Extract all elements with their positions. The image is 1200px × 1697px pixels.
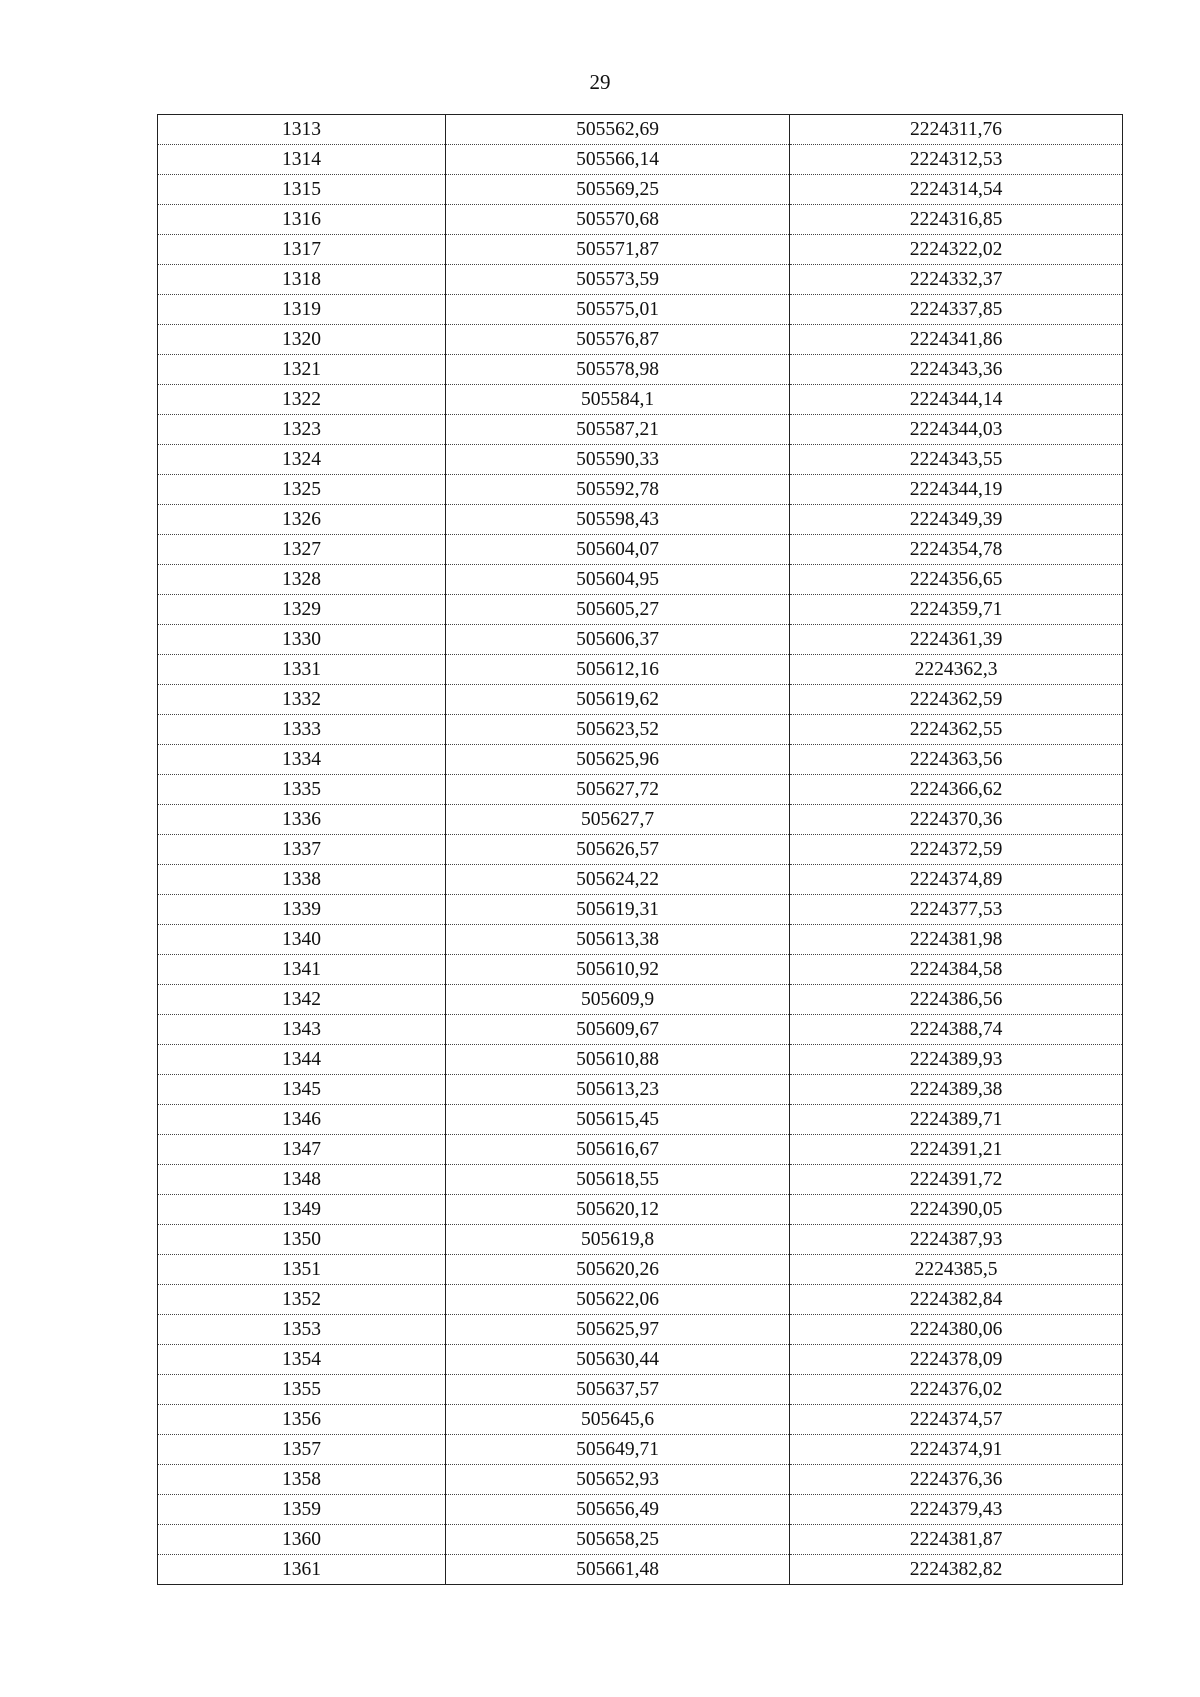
y-coordinate-cell: 2224337,85 bbox=[790, 295, 1123, 325]
x-coordinate-cell: 505619,31 bbox=[446, 895, 790, 925]
y-coordinate-cell: 2224314,54 bbox=[790, 175, 1123, 205]
table-row bbox=[158, 1465, 1123, 1495]
y-coordinate-cell: 2224332,37 bbox=[790, 265, 1123, 295]
table-row bbox=[158, 385, 1123, 415]
y-coordinate-cell: 2224344,19 bbox=[790, 475, 1123, 505]
table-row bbox=[158, 595, 1123, 625]
point-number-cell: 1357 bbox=[158, 1435, 446, 1465]
y-coordinate-cell: 2224366,62 bbox=[790, 775, 1123, 805]
y-coordinate-cell: 2224377,53 bbox=[790, 895, 1123, 925]
y-coordinate-cell: 2224363,56 bbox=[790, 745, 1123, 775]
y-coordinate-cell: 2224343,36 bbox=[790, 355, 1123, 385]
table-row bbox=[158, 295, 1123, 325]
table-row bbox=[158, 835, 1123, 865]
x-coordinate-cell: 505627,72 bbox=[446, 775, 790, 805]
y-coordinate-cell: 2224374,57 bbox=[790, 1405, 1123, 1435]
point-number-cell: 1318 bbox=[158, 265, 446, 295]
x-coordinate-cell: 505609,9 bbox=[446, 985, 790, 1015]
point-number-cell: 1338 bbox=[158, 865, 446, 895]
x-coordinate-cell: 505587,21 bbox=[446, 415, 790, 445]
point-number-cell: 1329 bbox=[158, 595, 446, 625]
point-number-cell: 1358 bbox=[158, 1465, 446, 1495]
y-coordinate-cell: 2224381,98 bbox=[790, 925, 1123, 955]
x-coordinate-cell: 505578,98 bbox=[446, 355, 790, 385]
table-row bbox=[158, 235, 1123, 265]
x-coordinate-cell: 505610,92 bbox=[446, 955, 790, 985]
x-coordinate-cell: 505613,23 bbox=[446, 1075, 790, 1105]
y-coordinate-cell: 2224343,55 bbox=[790, 445, 1123, 475]
table-row bbox=[158, 655, 1123, 685]
y-coordinate-cell: 2224376,02 bbox=[790, 1375, 1123, 1405]
table-row bbox=[158, 415, 1123, 445]
point-number-cell: 1348 bbox=[158, 1165, 446, 1195]
table-row bbox=[158, 1435, 1123, 1465]
point-number-cell: 1332 bbox=[158, 685, 446, 715]
table-row bbox=[158, 1495, 1123, 1525]
table-row bbox=[158, 535, 1123, 565]
table-row bbox=[158, 925, 1123, 955]
x-coordinate-cell: 505570,68 bbox=[446, 205, 790, 235]
x-coordinate-cell: 505615,45 bbox=[446, 1105, 790, 1135]
y-coordinate-cell: 2224322,02 bbox=[790, 235, 1123, 265]
point-number-cell: 1322 bbox=[158, 385, 446, 415]
y-coordinate-cell: 2224362,59 bbox=[790, 685, 1123, 715]
x-coordinate-cell: 505616,67 bbox=[446, 1135, 790, 1165]
x-coordinate-cell: 505613,38 bbox=[446, 925, 790, 955]
x-coordinate-cell: 505625,96 bbox=[446, 745, 790, 775]
table-row bbox=[158, 1525, 1123, 1555]
y-coordinate-cell: 2224316,85 bbox=[790, 205, 1123, 235]
x-coordinate-cell: 505612,16 bbox=[446, 655, 790, 685]
point-number-cell: 1354 bbox=[158, 1345, 446, 1375]
x-coordinate-cell: 505627,7 bbox=[446, 805, 790, 835]
y-coordinate-cell: 2224362,55 bbox=[790, 715, 1123, 745]
y-coordinate-cell: 2224361,39 bbox=[790, 625, 1123, 655]
table-row bbox=[158, 175, 1123, 205]
x-coordinate-cell: 505624,22 bbox=[446, 865, 790, 895]
x-coordinate-cell: 505575,01 bbox=[446, 295, 790, 325]
point-number-cell: 1337 bbox=[158, 835, 446, 865]
point-number-cell: 1346 bbox=[158, 1105, 446, 1135]
x-coordinate-cell: 505626,57 bbox=[446, 835, 790, 865]
x-coordinate-cell: 505622,06 bbox=[446, 1285, 790, 1315]
y-coordinate-cell: 2224341,86 bbox=[790, 325, 1123, 355]
point-number-cell: 1341 bbox=[158, 955, 446, 985]
point-number-cell: 1334 bbox=[158, 745, 446, 775]
table-row bbox=[158, 985, 1123, 1015]
table-row bbox=[158, 205, 1123, 235]
x-coordinate-cell: 505562,69 bbox=[446, 115, 790, 145]
table-row bbox=[158, 1345, 1123, 1375]
table-row bbox=[158, 955, 1123, 985]
y-coordinate-cell: 2224391,21 bbox=[790, 1135, 1123, 1165]
y-coordinate-cell: 2224356,65 bbox=[790, 565, 1123, 595]
y-coordinate-cell: 2224386,56 bbox=[790, 985, 1123, 1015]
point-number-cell: 1339 bbox=[158, 895, 446, 925]
x-coordinate-cell: 505584,1 bbox=[446, 385, 790, 415]
x-coordinate-cell: 505609,67 bbox=[446, 1015, 790, 1045]
point-number-cell: 1330 bbox=[158, 625, 446, 655]
table-row bbox=[158, 565, 1123, 595]
y-coordinate-cell: 2224379,43 bbox=[790, 1495, 1123, 1525]
x-coordinate-cell: 505630,44 bbox=[446, 1345, 790, 1375]
table-row bbox=[158, 895, 1123, 925]
y-coordinate-cell: 2224380,06 bbox=[790, 1315, 1123, 1345]
point-number-cell: 1314 bbox=[158, 145, 446, 175]
point-number-cell: 1340 bbox=[158, 925, 446, 955]
table-row bbox=[158, 1165, 1123, 1195]
x-coordinate-cell: 505649,71 bbox=[446, 1435, 790, 1465]
point-number-cell: 1331 bbox=[158, 655, 446, 685]
table-row bbox=[158, 325, 1123, 355]
table-row bbox=[158, 865, 1123, 895]
table-row bbox=[158, 1255, 1123, 1285]
x-coordinate-cell: 505619,62 bbox=[446, 685, 790, 715]
y-coordinate-cell: 2224384,58 bbox=[790, 955, 1123, 985]
point-number-cell: 1327 bbox=[158, 535, 446, 565]
x-coordinate-cell: 505590,33 bbox=[446, 445, 790, 475]
y-coordinate-cell: 2224387,93 bbox=[790, 1225, 1123, 1255]
table-row bbox=[158, 1375, 1123, 1405]
point-number-cell: 1361 bbox=[158, 1555, 446, 1585]
x-coordinate-cell: 505645,6 bbox=[446, 1405, 790, 1435]
y-coordinate-cell: 2224388,74 bbox=[790, 1015, 1123, 1045]
point-number-cell: 1345 bbox=[158, 1075, 446, 1105]
y-coordinate-cell: 2224382,84 bbox=[790, 1285, 1123, 1315]
table-row bbox=[158, 775, 1123, 805]
y-coordinate-cell: 2224354,78 bbox=[790, 535, 1123, 565]
x-coordinate-cell: 505573,59 bbox=[446, 265, 790, 295]
point-number-cell: 1313 bbox=[158, 115, 446, 145]
table-row bbox=[158, 1195, 1123, 1225]
point-number-cell: 1352 bbox=[158, 1285, 446, 1315]
point-number-cell: 1349 bbox=[158, 1195, 446, 1225]
table-row bbox=[158, 685, 1123, 715]
table-row bbox=[158, 1405, 1123, 1435]
table-row bbox=[158, 475, 1123, 505]
point-number-cell: 1323 bbox=[158, 415, 446, 445]
table-row bbox=[158, 505, 1123, 535]
table-row bbox=[158, 1045, 1123, 1075]
y-coordinate-cell: 2224376,36 bbox=[790, 1465, 1123, 1495]
point-number-cell: 1315 bbox=[158, 175, 446, 205]
x-coordinate-cell: 505606,37 bbox=[446, 625, 790, 655]
y-coordinate-cell: 2224374,91 bbox=[790, 1435, 1123, 1465]
point-number-cell: 1324 bbox=[158, 445, 446, 475]
y-coordinate-cell: 2224349,39 bbox=[790, 505, 1123, 535]
y-coordinate-cell: 2224312,53 bbox=[790, 145, 1123, 175]
y-coordinate-cell: 2224344,03 bbox=[790, 415, 1123, 445]
table-row bbox=[158, 715, 1123, 745]
table-row bbox=[158, 1285, 1123, 1315]
table-row bbox=[158, 1105, 1123, 1135]
x-coordinate-cell: 505605,27 bbox=[446, 595, 790, 625]
x-coordinate-cell: 505569,25 bbox=[446, 175, 790, 205]
y-coordinate-cell: 2224391,72 bbox=[790, 1165, 1123, 1195]
x-coordinate-cell: 505592,78 bbox=[446, 475, 790, 505]
point-number-cell: 1326 bbox=[158, 505, 446, 535]
x-coordinate-cell: 505661,48 bbox=[446, 1555, 790, 1585]
point-number-cell: 1359 bbox=[158, 1495, 446, 1525]
table-row bbox=[158, 745, 1123, 775]
point-number-cell: 1360 bbox=[158, 1525, 446, 1555]
x-coordinate-cell: 505620,12 bbox=[446, 1195, 790, 1225]
x-coordinate-cell: 505610,88 bbox=[446, 1045, 790, 1075]
table-row bbox=[158, 265, 1123, 295]
x-coordinate-cell: 505618,55 bbox=[446, 1165, 790, 1195]
x-coordinate-cell: 505598,43 bbox=[446, 505, 790, 535]
table-row bbox=[158, 805, 1123, 835]
point-number-cell: 1347 bbox=[158, 1135, 446, 1165]
x-coordinate-cell: 505566,14 bbox=[446, 145, 790, 175]
x-coordinate-cell: 505576,87 bbox=[446, 325, 790, 355]
point-number-cell: 1317 bbox=[158, 235, 446, 265]
y-coordinate-cell: 2224390,05 bbox=[790, 1195, 1123, 1225]
table-row bbox=[158, 1315, 1123, 1345]
y-coordinate-cell: 2224389,93 bbox=[790, 1045, 1123, 1075]
page-number: 29 bbox=[589, 70, 611, 94]
y-coordinate-cell: 2224370,36 bbox=[790, 805, 1123, 835]
point-number-cell: 1335 bbox=[158, 775, 446, 805]
point-number-cell: 1344 bbox=[158, 1045, 446, 1075]
x-coordinate-cell: 505656,49 bbox=[446, 1495, 790, 1525]
y-coordinate-cell: 2224382,82 bbox=[790, 1555, 1123, 1585]
point-number-cell: 1355 bbox=[158, 1375, 446, 1405]
point-number-cell: 1353 bbox=[158, 1315, 446, 1345]
table-row bbox=[158, 115, 1123, 145]
coordinates-table bbox=[157, 114, 1123, 1585]
point-number-cell: 1325 bbox=[158, 475, 446, 505]
y-coordinate-cell: 2224344,14 bbox=[790, 385, 1123, 415]
x-coordinate-cell: 505604,07 bbox=[446, 535, 790, 565]
x-coordinate-cell: 505604,95 bbox=[446, 565, 790, 595]
x-coordinate-cell: 505637,57 bbox=[446, 1375, 790, 1405]
y-coordinate-cell: 2224389,38 bbox=[790, 1075, 1123, 1105]
coordinates-table-body bbox=[158, 115, 1123, 1585]
point-number-cell: 1320 bbox=[158, 325, 446, 355]
point-number-cell: 1356 bbox=[158, 1405, 446, 1435]
x-coordinate-cell: 505652,93 bbox=[446, 1465, 790, 1495]
y-coordinate-cell: 2224359,71 bbox=[790, 595, 1123, 625]
y-coordinate-cell: 2224381,87 bbox=[790, 1525, 1123, 1555]
point-number-cell: 1336 bbox=[158, 805, 446, 835]
y-coordinate-cell: 2224385,5 bbox=[790, 1255, 1123, 1285]
point-number-cell: 1319 bbox=[158, 295, 446, 325]
x-coordinate-cell: 505619,8 bbox=[446, 1225, 790, 1255]
point-number-cell: 1350 bbox=[158, 1225, 446, 1255]
point-number-cell: 1343 bbox=[158, 1015, 446, 1045]
y-coordinate-cell: 2224374,89 bbox=[790, 865, 1123, 895]
table-row bbox=[158, 625, 1123, 655]
point-number-cell: 1333 bbox=[158, 715, 446, 745]
point-number-cell: 1328 bbox=[158, 565, 446, 595]
y-coordinate-cell: 2224362,3 bbox=[790, 655, 1123, 685]
table-row bbox=[158, 1555, 1123, 1585]
point-number-cell: 1321 bbox=[158, 355, 446, 385]
y-coordinate-cell: 2224389,71 bbox=[790, 1105, 1123, 1135]
table-row bbox=[158, 1225, 1123, 1255]
table-row bbox=[158, 1015, 1123, 1045]
x-coordinate-cell: 505658,25 bbox=[446, 1525, 790, 1555]
table-row bbox=[158, 1075, 1123, 1105]
y-coordinate-cell: 2224372,59 bbox=[790, 835, 1123, 865]
table-row bbox=[158, 145, 1123, 175]
y-coordinate-cell: 2224311,76 bbox=[790, 115, 1123, 145]
y-coordinate-cell: 2224378,09 bbox=[790, 1345, 1123, 1375]
x-coordinate-cell: 505571,87 bbox=[446, 235, 790, 265]
point-number-cell: 1316 bbox=[158, 205, 446, 235]
point-number-cell: 1342 bbox=[158, 985, 446, 1015]
table-row bbox=[158, 1135, 1123, 1165]
x-coordinate-cell: 505620,26 bbox=[446, 1255, 790, 1285]
point-number-cell: 1351 bbox=[158, 1255, 446, 1285]
table-row bbox=[158, 445, 1123, 475]
table-row bbox=[158, 355, 1123, 385]
x-coordinate-cell: 505623,52 bbox=[446, 715, 790, 745]
x-coordinate-cell: 505625,97 bbox=[446, 1315, 790, 1345]
